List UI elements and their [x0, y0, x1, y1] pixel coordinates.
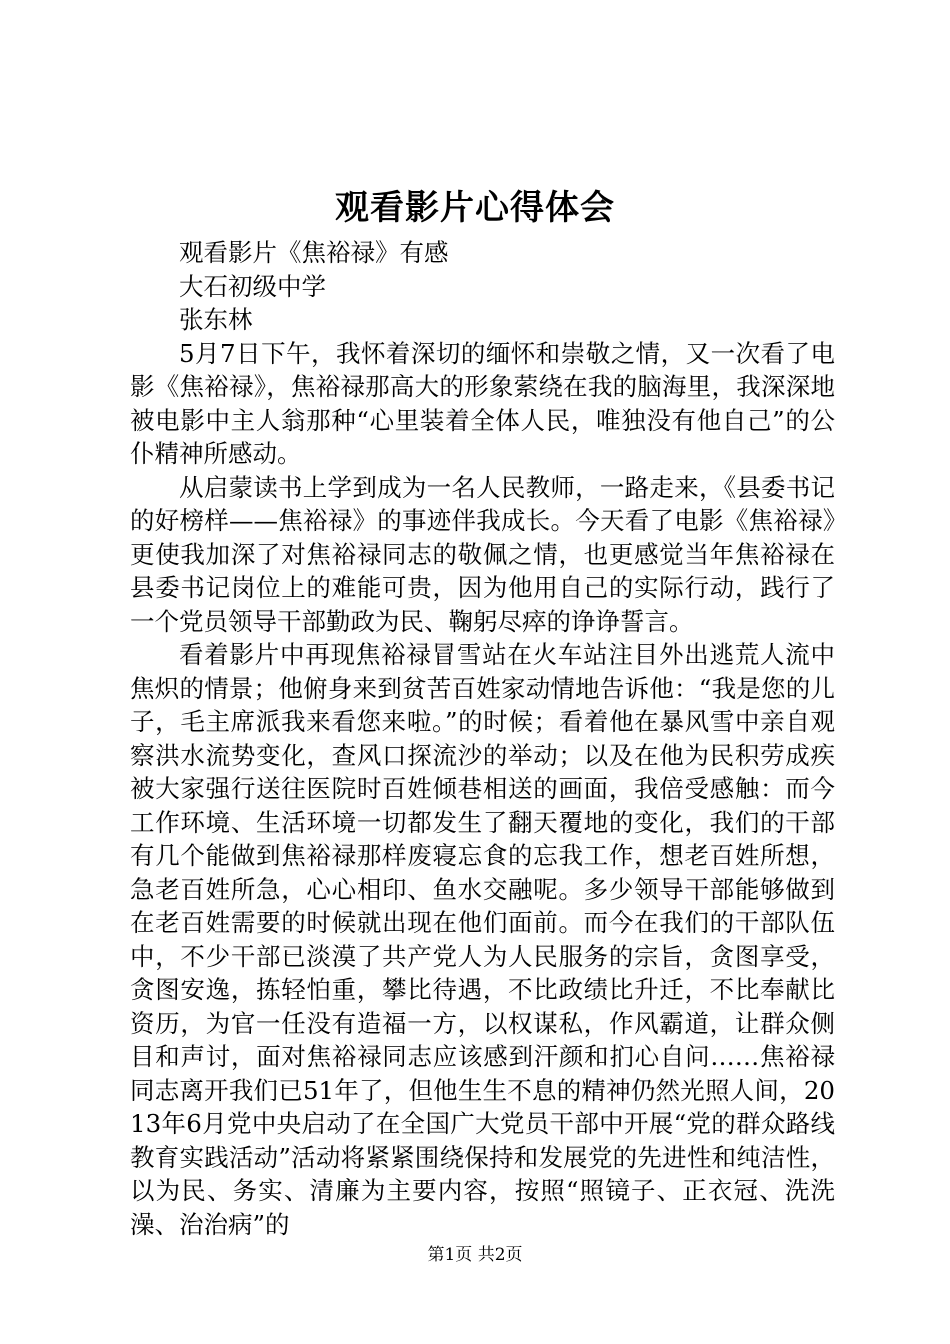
paragraph-3: 看着影片中再现焦裕禄冒雪站在火车站注目外出逃荒人流中焦炽的情景；他俯身来到贫苦百姓家动情地告诉他：“我是您的儿子，毛主席派我来看您来啦。”的时候；看着他在暴风雪中亲自观察洪水流势变化，查风口探流沙的举动；以及在他为民积劳成疾被大家强行送往医院时百姓倾巷相送的画面，我倍受感触：而今工作环境、生活环境一切都发生了翻天覆地的变化，我们的干部有几个能做到焦裕禄那样废寝忘食的忘我工作，想老百姓所想，急老百姓所急，心心相印、鱼水交融呢。多少领导干部能够做到在老百姓需要的时候就出现在他们面前。而今在我们的干部队伍中，不少干部已淡漠了共产党人为人民服务的宗旨，贪图享受，贪图安逸，拣轻怕重，攀比待遇，不比政绩比升迁，不比奉献比资历，为官一任没有造福一方，以权谋私，作风霸道，让群众侧目和声讨，面对焦裕禄同志应该感到汗颜和扪心自问……焦裕禄同志离开我们已51年了，但他生生不息的精神仍然光照人间，2013年6月党中央启动了在全国广大党员干部中开展“党的群众路线教育实践活动”活动将紧紧围绕保持和发展党的先进性和纯洁性，以为民、务实、清廉为主要内容，按照“照镜子、正衣冠、洗洗澡、治治病”的 [130, 640, 835, 1239]
paragraph-1: 5月7日下午，我怀着深切的缅怀和崇敬之情，又一次看了电影《焦裕禄》，焦裕禄那高大的形象萦绕在我的脑海里，我深深地被电影中主人翁那种“心里装着全体人民，唯独没有他自己”的公仆精神所感动。 [130, 338, 835, 468]
document-title: 观看影片心得体会 [335, 188, 615, 228]
document-body [130, 236, 835, 1241]
author-school: 大石初级中学 [179, 271, 326, 301]
paragraph-2: 从启蒙读书上学到成为一名人民教师，一路走来，《县委书记的好榜样——焦裕禄》的事迹伴我成长。今天看了电影《焦裕禄》更使我加深了对焦裕禄同志的敬佩之情，也更感觉当年焦裕禄在县委书记岗位上的难能可贵，因为他用自己的实际行动，践行了一个党员领导干部勤政为民、鞠躬尽瘁的诤诤誓言。 [130, 472, 835, 636]
page-number-footer: 第1页 共2页 [427, 1245, 523, 1265]
author-name: 张东林 [179, 305, 253, 334]
article-subtitle: 观看影片《焦裕禄》有感 [179, 238, 449, 267]
